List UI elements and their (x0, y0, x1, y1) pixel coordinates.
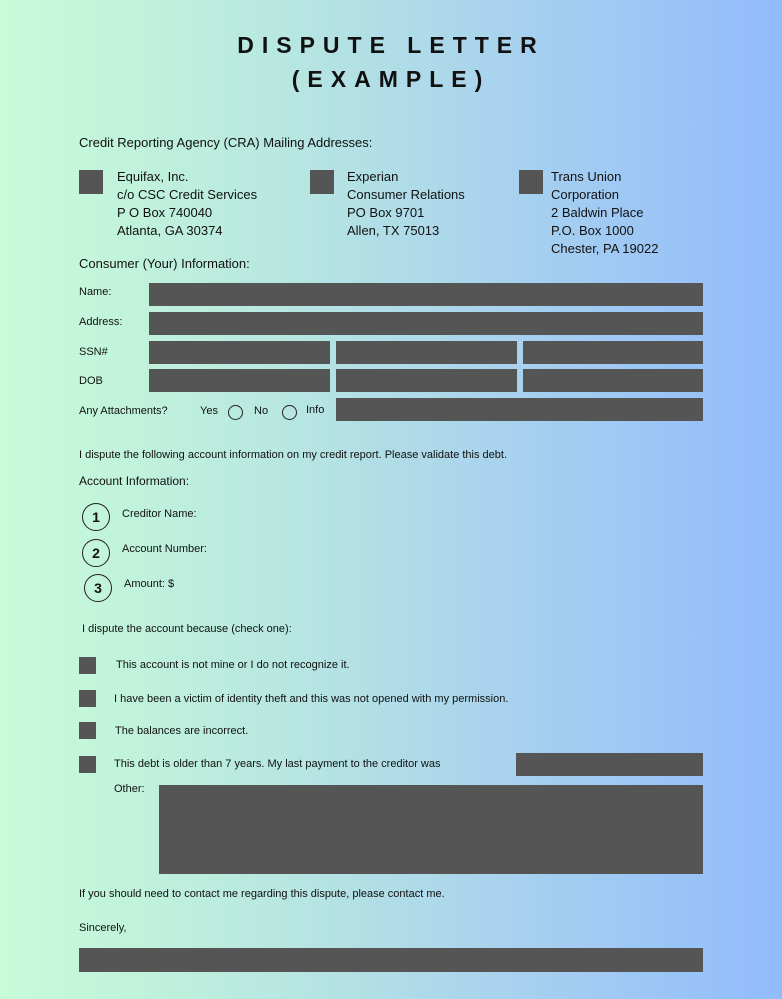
last-payment-field[interactable] (516, 753, 703, 776)
dob-field-1[interactable] (149, 369, 330, 392)
transunion-address: Trans Union Corporation 2 Baldwin Place P.O. Box 1000 Chester, PA 19022 (551, 169, 659, 256)
no-label: No (254, 405, 269, 417)
account-heading: Account Information: (79, 474, 190, 488)
no-radio[interactable] (282, 405, 297, 420)
reason-identity-theft-checkbox[interactable] (79, 690, 96, 707)
other-field[interactable] (159, 785, 703, 874)
info-field[interactable] (336, 398, 703, 421)
creditor-name-label: Creditor Name: (122, 508, 197, 520)
dob-field-3[interactable] (523, 369, 703, 392)
equifax-checkbox[interactable] (79, 170, 103, 194)
experian-address: Experian Consumer Relations PO Box 9701 Allen, TX 75013 (347, 169, 465, 238)
account-number-label: Account Number: (122, 543, 207, 555)
transunion-checkbox[interactable] (519, 170, 543, 194)
reason-old-debt-label: This debt is older than 7 years. My last payment to the creditor was (114, 758, 441, 770)
name-field[interactable] (149, 283, 703, 306)
signature-field[interactable] (79, 948, 703, 972)
page-title: DISPUTE LETTER (237, 32, 545, 58)
ssn-field-2[interactable] (336, 341, 517, 364)
amount-label: Amount: $ (124, 578, 175, 590)
dispute-statement: I dispute the following account information on my credit report. Please validate this debt. (79, 449, 508, 461)
account-step-2: 2 (82, 539, 110, 567)
dob-field-2[interactable] (336, 369, 517, 392)
reason-balance-checkbox[interactable] (79, 722, 96, 739)
account-step-3: 3 (84, 574, 112, 602)
attachments-label: Any Attachments? (79, 405, 168, 417)
reasons-heading: I dispute the account because (check one): (82, 623, 292, 635)
yes-label: Yes (200, 405, 218, 417)
ssn-field-3[interactable] (523, 341, 703, 364)
sincerely-label: Sincerely, (79, 922, 127, 934)
info-label: Info (306, 404, 325, 416)
address-label: Address: (79, 316, 123, 328)
ssn-label: SSN# (79, 346, 108, 358)
address-field[interactable] (149, 312, 703, 335)
consumer-heading: Consumer (Your) Information: (79, 256, 250, 271)
dob-label: DOB (79, 375, 103, 387)
reason-not-mine-checkbox[interactable] (79, 657, 96, 674)
name-label: Name: (79, 286, 112, 298)
contact-statement: If you should need to contact me regarding this dispute, please contact me. (79, 888, 445, 900)
reason-balance-label: The balances are incorrect. (115, 725, 249, 737)
page-subtitle: (EXAMPLE) (291, 66, 491, 92)
experian-checkbox[interactable] (310, 170, 334, 194)
equifax-address: Equifax, Inc. c/o CSC Credit Services P O Box 740040 Atlanta, GA 30374 (117, 169, 258, 238)
reason-not-mine-label: This account is not mine or I do not recognize it. (116, 659, 350, 671)
yes-radio[interactable] (228, 405, 243, 420)
account-step-1: 1 (82, 503, 110, 531)
ssn-field-1[interactable] (149, 341, 330, 364)
reason-old-debt-checkbox[interactable] (79, 756, 96, 773)
reason-identity-theft-label: I have been a victim of identity theft and this was not opened with my permission. (114, 693, 509, 705)
other-label: Other: (114, 783, 145, 795)
cra-heading: Credit Reporting Agency (CRA) Mailing Addresses: (79, 135, 373, 150)
